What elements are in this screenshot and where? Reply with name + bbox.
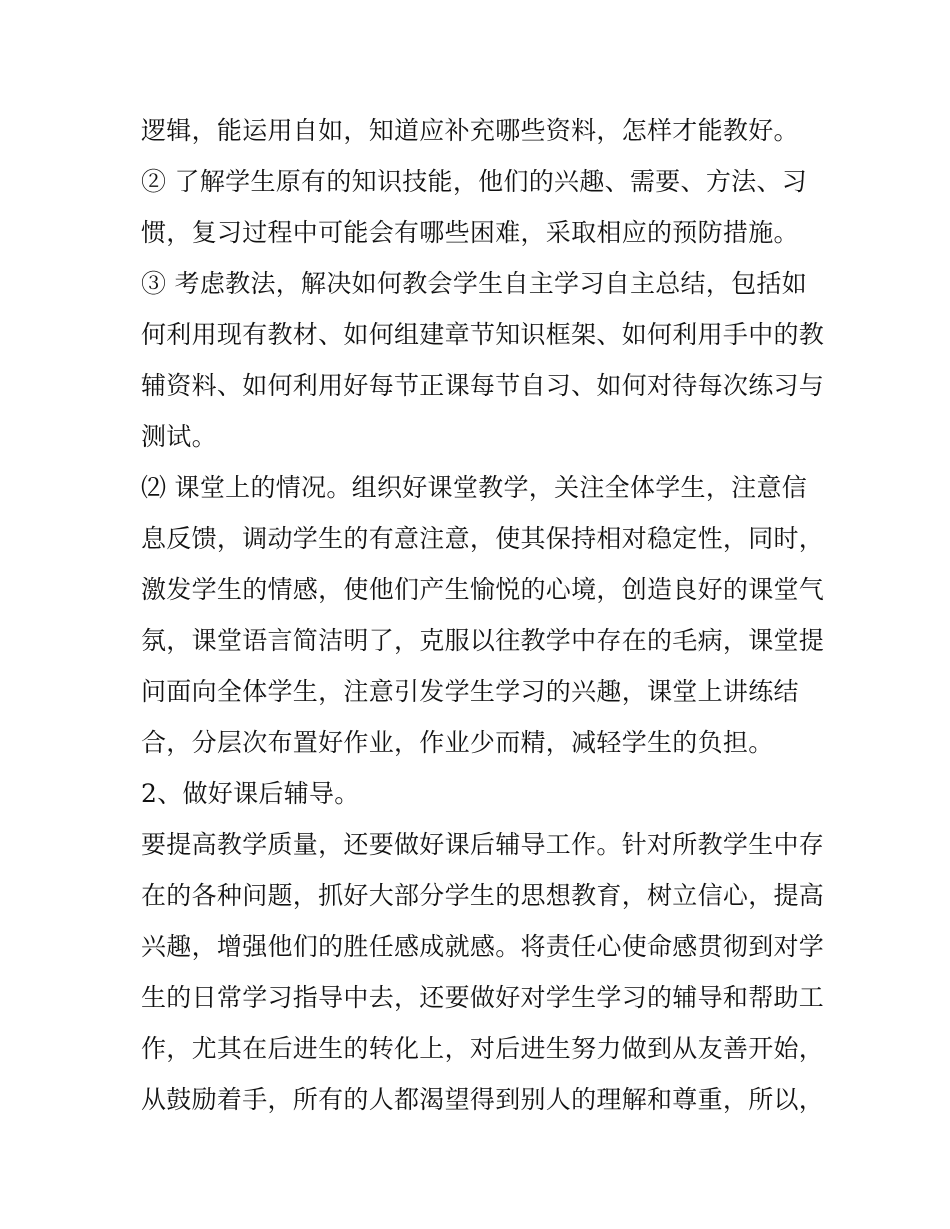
text-line: 息反馈，调动学生的有意注意，使其保持相对稳定性，同时，	[141, 524, 825, 553]
text-line: 激发学生的情感，使他们产生愉悦的心境，创造良好的课堂气	[141, 575, 825, 604]
text-line: 氛，课堂语言简洁明了，克服以往教学中存在的毛病，课堂提	[141, 626, 825, 655]
text-line: 问面向全体学生，注意引发学生学习的兴趣，课堂上讲练结	[141, 677, 799, 706]
section-heading: 2、做好课后辅导。	[141, 779, 360, 808]
text-line: 在的各种问题，抓好大部分学生的思想教育，树立信心，提高	[141, 881, 825, 910]
text-line: 从鼓励着手，所有的人都渴望得到别人的理解和尊重，所以，	[141, 1085, 825, 1114]
text-line: ⑵ 课堂上的情况。组织好课堂教学，关注全体学生，注意信	[141, 473, 808, 502]
text-line: 辅资料、如何利用好每节正课每节自习、如何对待每次练习与	[141, 371, 825, 400]
text-line: 何利用现有教材、如何组建章节知识框架、如何利用手中的教	[141, 320, 825, 349]
text-line: 要提高教学质量，还要做好课后辅导工作。针对所教学生中存	[141, 830, 825, 859]
text-line: 逻辑，能运用自如，知道应补充哪些资料，怎样才能教好。	[141, 116, 799, 145]
text-line: 作，尤其在后进生的转化上，对后进生努力做到从友善开始，	[141, 1034, 825, 1063]
body-text	[141, 105, 831, 1125]
text-line: ③ 考虑教法，解决如何教会学生自主学习自主总结，包括如	[141, 269, 808, 298]
text-line: 兴趣，增强他们的胜任感成就感。将责任心使命感贯彻到对学	[141, 932, 825, 961]
text-line: 惯，复习过程中可能会有哪些困难，采取相应的预防措施。	[141, 218, 799, 247]
text-line: 测试。	[141, 422, 217, 451]
text-line: ② 了解学生原有的知识技能，他们的兴趣、需要、方法、习	[141, 167, 808, 196]
text-line: 合，分层次布置好作业，作业少而精，减轻学生的负担。	[141, 728, 774, 757]
text-line: 生的日常学习指导中去，还要做好对学生学习的辅导和帮助工	[141, 983, 825, 1012]
